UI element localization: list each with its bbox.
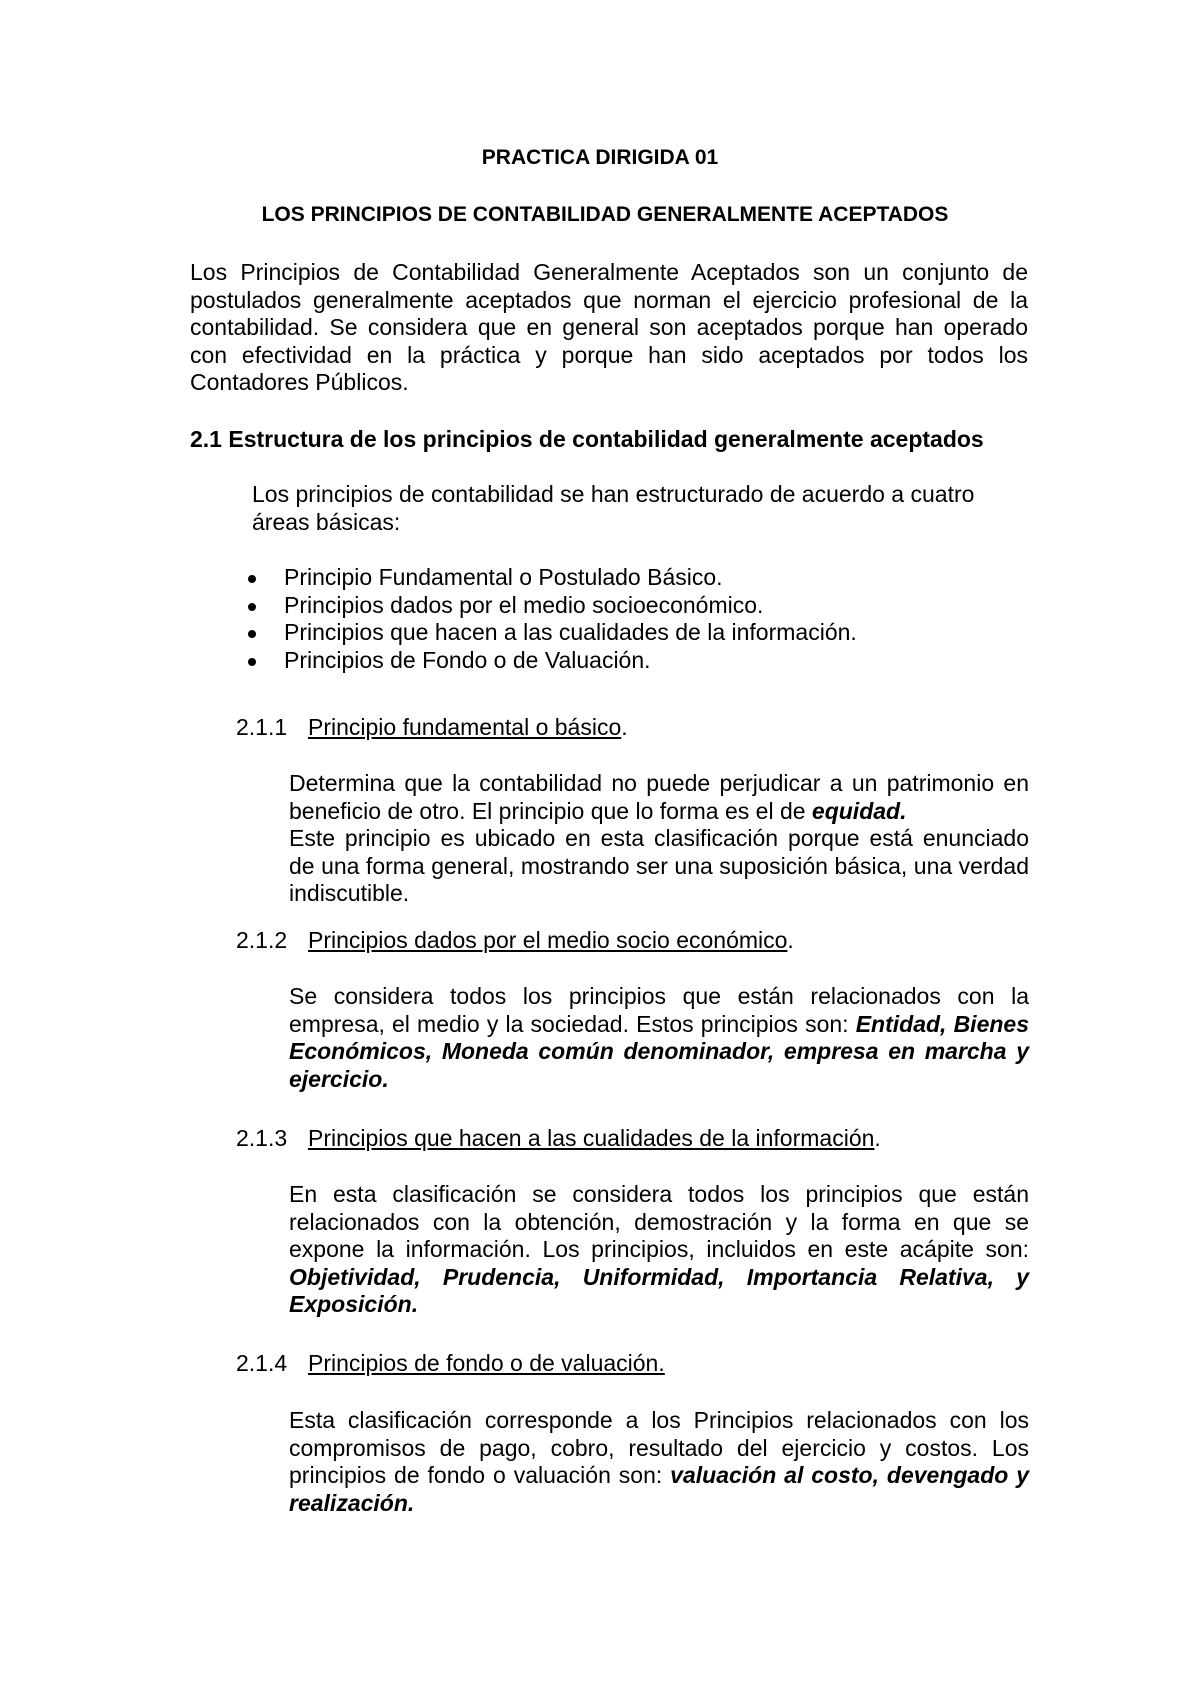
subsection-body-2-1-1 bbox=[289, 770, 1029, 908]
subsection-heading-2-1-3: 2.1.3 Principios que hacen a las cualidades de la información. bbox=[236, 1125, 881, 1151]
subsection-body-2-1-2 bbox=[289, 983, 1029, 1093]
subsection-body-2-1-4 bbox=[289, 1407, 1029, 1517]
body-text: Se considera todos los principios que están relacionados con la empresa, el medio y la sociedad. Estos principios son: bbox=[289, 983, 1029, 1037]
list-item: Principios de Fondo o de Valuación. bbox=[244, 647, 857, 675]
document-title: PRACTICA DIRIGIDA 01 bbox=[481, 146, 719, 169]
subsection-title: Principios de fondo o de valuación. bbox=[308, 1350, 665, 1376]
areas-list bbox=[244, 564, 857, 674]
document-subtitle: LOS PRINCIPIOS DE CONTABILIDAD GENERALMENTE ACEPTADOS bbox=[261, 203, 949, 226]
emphasized-term: Objetividad, Prudencia, Uniformidad, Importancia Relativa, y Exposición. bbox=[289, 1263, 1029, 1317]
list-item: Principio Fundamental o Postulado Básico. bbox=[244, 564, 857, 592]
emphasized-term: valuación al costo, devengado y realización. bbox=[289, 1462, 1029, 1516]
body-text: Este principio es ubicado en esta clasificación porque está enunciado de una forma general, mostrando ser una suposición básica, una verdad indiscutible. bbox=[289, 825, 1029, 906]
subsection-title: Principio fundamental o básico bbox=[308, 714, 622, 740]
subsection-heading-2-1-1: 2.1.1 Principio fundamental o básico. bbox=[236, 714, 628, 740]
subsection-heading-2-1-4 bbox=[236, 1350, 665, 1377]
subsection-number: 2.1.4 bbox=[236, 1350, 288, 1376]
subsection-body-2-1-3 bbox=[289, 1181, 1029, 1319]
section-heading-2-1: 2.1 Estructura de los principios de contabilidad generalmente aceptados bbox=[190, 426, 984, 452]
body-text: Determina que la contabilidad no puede perjudicar a un patrimonio en beneficio de otro. El principio que lo forma es el de bbox=[289, 770, 1029, 824]
subsection-number: 2.1.1 bbox=[236, 714, 288, 740]
subsection-number: 2.1.3 bbox=[236, 1125, 288, 1151]
body-text: En esta clasificación se considera todos los principios que están relacionados con la obtención, demostración y la forma en que se expone la información. Los principios, incluidos en este acápite son: bbox=[289, 1181, 1029, 1262]
subsection-number: 2.1.2 bbox=[236, 927, 288, 953]
list-item: Principios que hacen a las cualidades de la información. bbox=[244, 619, 857, 647]
structure-paragraph: Los principios de contabilidad se han estructurado de acuerdo a cuatro áreas básicas: bbox=[252, 481, 975, 535]
list-item: Principios dados por el medio socioeconómico. bbox=[244, 592, 857, 620]
subsection-title: Principios dados por el medio socio económico bbox=[308, 927, 788, 953]
subsection-heading-2-1-2: 2.1.2 Principios dados por el medio socio económico. bbox=[236, 927, 794, 953]
body-text: Esta clasificación corresponde a los Principios relacionados con los compromisos de pago, cobro, resultado del ejercicio y costos. Los principios de fondo o valuación son: bbox=[289, 1407, 1029, 1488]
emphasized-term: Entidad, Bienes Económicos, Moneda común denominador, empresa en marcha y ejercicio. bbox=[289, 1010, 1029, 1092]
emphasized-term: equidad. bbox=[811, 797, 907, 824]
subsection-title: Principios que hacen a las cualidades de la información bbox=[308, 1125, 875, 1151]
intro-paragraph: Los Principios de Contabilidad Generalmente Aceptados son un conjunto de postulados generalmente aceptados que norman el ejercicio profesional de la contabilidad. Se considera que en general son aceptados porque han operado con efectividad en la práctica y porque han sido aceptados por todos los Contadores Públicos. bbox=[190, 259, 1028, 395]
